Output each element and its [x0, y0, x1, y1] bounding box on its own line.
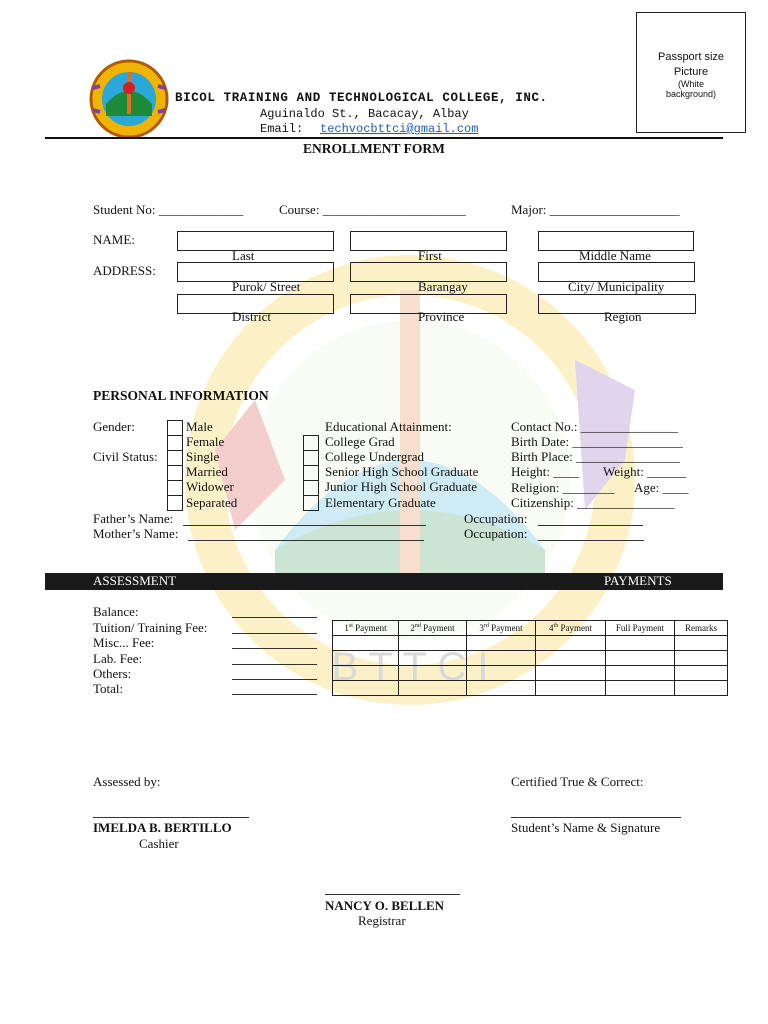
photo-caption-line3: (White: [677, 79, 704, 89]
table-cell[interactable]: [467, 666, 536, 681]
edu-elem-grad-label: Elementary Graduate: [325, 495, 436, 510]
table-cell[interactable]: [467, 636, 536, 651]
payment-3-header: 3rd Payment: [467, 621, 536, 636]
cashier-title: Cashier: [139, 836, 179, 851]
table-cell[interactable]: [467, 681, 536, 696]
course-field[interactable]: Course: ______________________: [279, 202, 466, 217]
payments-heading: PAYMENTS: [604, 573, 672, 588]
college-name: BICOL TRAINING AND TECHNOLOGICAL COLLEGE, INC.: [175, 91, 548, 105]
table-cell[interactable]: [606, 636, 675, 651]
gender-female-label: Female: [186, 434, 225, 449]
certified-label: Certified True & Correct:: [511, 774, 644, 789]
civil-widower-label: Widower: [186, 479, 234, 494]
province-caption: Province: [418, 309, 465, 324]
height-field[interactable]: Height: ____: [511, 464, 580, 479]
gender-female-checkbox[interactable]: [167, 435, 183, 451]
edu-shs-grad-checkbox[interactable]: [303, 465, 319, 481]
citizenship-field[interactable]: Citizenship: _______________: [511, 495, 675, 510]
table-cell[interactable]: [333, 666, 399, 681]
region-caption: Region: [604, 309, 642, 324]
table-row[interactable]: [333, 681, 728, 696]
edu-shs-grad-label: Senior High School Graduate: [325, 464, 479, 479]
fee-balance-label: Balance:: [93, 604, 139, 619]
fee-tuition-line[interactable]: [232, 633, 317, 634]
edu-college-grad-label: College Grad: [325, 434, 395, 449]
table-cell[interactable]: [606, 681, 675, 696]
table-cell[interactable]: [675, 681, 728, 696]
full-payment-header: Full Payment: [606, 621, 675, 636]
table-cell[interactable]: [675, 666, 728, 681]
mother-occupation-label: Occupation:: [464, 526, 528, 541]
address-label: ADDRESS:: [93, 263, 156, 278]
birth-date-field[interactable]: Birth Date: _________________: [511, 434, 683, 449]
photo-caption-line4: background): [665, 89, 717, 99]
passport-photo-box[interactable]: [636, 12, 746, 133]
payment-2-header: 2nd Payment: [399, 621, 467, 636]
student-signature-label: Student’s Name & Signature: [511, 820, 661, 835]
edu-college-grad-checkbox[interactable]: [303, 435, 319, 451]
age-field[interactable]: Age: ____: [634, 480, 689, 495]
table-cell[interactable]: [536, 666, 606, 681]
remarks-header: Remarks: [675, 621, 728, 636]
civil-separated-label: Separated: [186, 495, 238, 510]
education-label: Educational Attainment:: [325, 419, 452, 434]
table-row[interactable]: [333, 651, 728, 666]
registrar-signature-line[interactable]: [325, 894, 460, 895]
table-cell[interactable]: [467, 651, 536, 666]
table-cell[interactable]: [675, 651, 728, 666]
mother-occupation-line[interactable]: [538, 540, 644, 541]
fee-total-label: Total:: [93, 681, 124, 696]
student-no-field[interactable]: Student No: _____________: [93, 202, 244, 217]
district-caption: District: [232, 309, 271, 324]
fee-total-line[interactable]: [232, 694, 317, 695]
table-cell[interactable]: [399, 651, 467, 666]
registrar-name: NANCY O. BELLEN: [325, 898, 445, 913]
photo-caption-line1: Passport size: [657, 51, 725, 63]
last-name-caption: Last: [232, 248, 255, 263]
registrar-title: Registrar: [358, 913, 406, 928]
college-address: Aguinaldo St., Bacacay, Albay: [260, 107, 469, 121]
table-cell[interactable]: [675, 636, 728, 651]
svg-text:B T T C I: B T T C I: [331, 645, 489, 689]
table-cell[interactable]: [399, 681, 467, 696]
first-name-caption: First: [418, 248, 442, 263]
civil-separated-checkbox[interactable]: [167, 495, 183, 511]
weight-field[interactable]: Weight: ______: [603, 464, 687, 479]
edu-jhs-grad-checkbox[interactable]: [303, 480, 319, 496]
table-cell[interactable]: [333, 681, 399, 696]
fee-others-line[interactable]: [232, 679, 317, 680]
middle-name-caption: Middle Name: [579, 248, 651, 263]
table-row[interactable]: [333, 636, 728, 651]
gender-male-checkbox[interactable]: [167, 420, 183, 436]
table-cell[interactable]: [536, 651, 606, 666]
payment-4-header: 4th Payment: [536, 621, 606, 636]
payments-header-row: [333, 621, 728, 636]
cashier-name: IMELDA B. BERTILLO: [93, 820, 232, 835]
birth-place-field[interactable]: Birth Place: ________________: [511, 449, 680, 464]
street-caption: Purok/ Street: [232, 279, 301, 294]
email-label: Email:: [260, 122, 304, 136]
form-title: ENROLLMENT FORM: [303, 141, 445, 156]
fee-lab-label: Lab. Fee:: [93, 651, 143, 666]
personal-info-heading: PERSONAL INFORMATION: [93, 388, 269, 403]
college-logo: [88, 58, 170, 140]
father-name-label: Father’s Name:: [93, 511, 174, 526]
mother-name-label: Mother’s Name:: [93, 526, 179, 541]
email-link[interactable]: techvocbttci@gmail.com: [320, 122, 479, 136]
gender-male-label: Male: [186, 419, 213, 434]
fee-misc-line[interactable]: [232, 648, 317, 649]
fee-others-label: Others:: [93, 666, 132, 681]
header-divider: [45, 137, 723, 139]
last-name-input[interactable]: [177, 231, 334, 251]
civil-single-label: Single: [186, 449, 220, 464]
civil-single-checkbox[interactable]: [167, 450, 183, 466]
civil-status-label: Civil Status:: [93, 449, 158, 464]
fee-lab-line[interactable]: [232, 664, 317, 665]
assessment-bar: [45, 573, 723, 590]
assessed-by-label: Assessed by:: [93, 774, 161, 789]
payment-1-header: 1st Payment: [333, 621, 399, 636]
edu-elem-grad-checkbox[interactable]: [303, 495, 319, 511]
edu-college-undergrad-checkbox[interactable]: [303, 450, 319, 466]
mother-name-line[interactable]: [188, 540, 424, 541]
name-label: NAME:: [93, 232, 135, 247]
civil-married-checkbox[interactable]: [167, 465, 183, 481]
edu-jhs-grad-label: Junior High School Graduate: [325, 479, 478, 494]
table-cell[interactable]: [606, 651, 675, 666]
father-occupation-label: Occupation:: [464, 511, 528, 526]
table-cell[interactable]: [606, 666, 675, 681]
civil-married-label: Married: [186, 464, 228, 479]
photo-caption-line2: Picture: [673, 66, 709, 78]
assessment-heading: ASSESSMENT: [93, 573, 177, 588]
civil-widower-checkbox[interactable]: [167, 480, 183, 496]
major-field[interactable]: Major: ____________________: [511, 202, 680, 217]
religion-field[interactable]: Religion: ________: [511, 480, 615, 495]
edu-college-undergrad-label: College Undergrad: [325, 449, 425, 464]
student-signature-line[interactable]: [511, 817, 681, 818]
fee-balance-line[interactable]: [232, 617, 317, 618]
table-cell[interactable]: [536, 681, 606, 696]
table-row[interactable]: [333, 666, 728, 681]
table-cell[interactable]: [536, 636, 606, 651]
fee-tuition-label: Tuition/ Training Fee:: [93, 620, 208, 635]
table-cell[interactable]: [399, 666, 467, 681]
barangay-caption: Barangay: [418, 279, 468, 294]
father-name-line[interactable]: [183, 525, 426, 526]
table-cell[interactable]: [399, 636, 467, 651]
gender-label: Gender:: [93, 419, 135, 434]
city-caption: City/ Municipality: [568, 279, 665, 294]
payments-table: [332, 620, 728, 696]
table-cell[interactable]: [333, 636, 399, 651]
cashier-signature-line[interactable]: [93, 817, 249, 818]
father-occupation-line[interactable]: [538, 525, 643, 526]
table-cell[interactable]: [333, 651, 399, 666]
fee-misc-label: Misc... Fee:: [93, 635, 155, 650]
contact-no-field[interactable]: Contact No.: _______________: [511, 419, 679, 434]
